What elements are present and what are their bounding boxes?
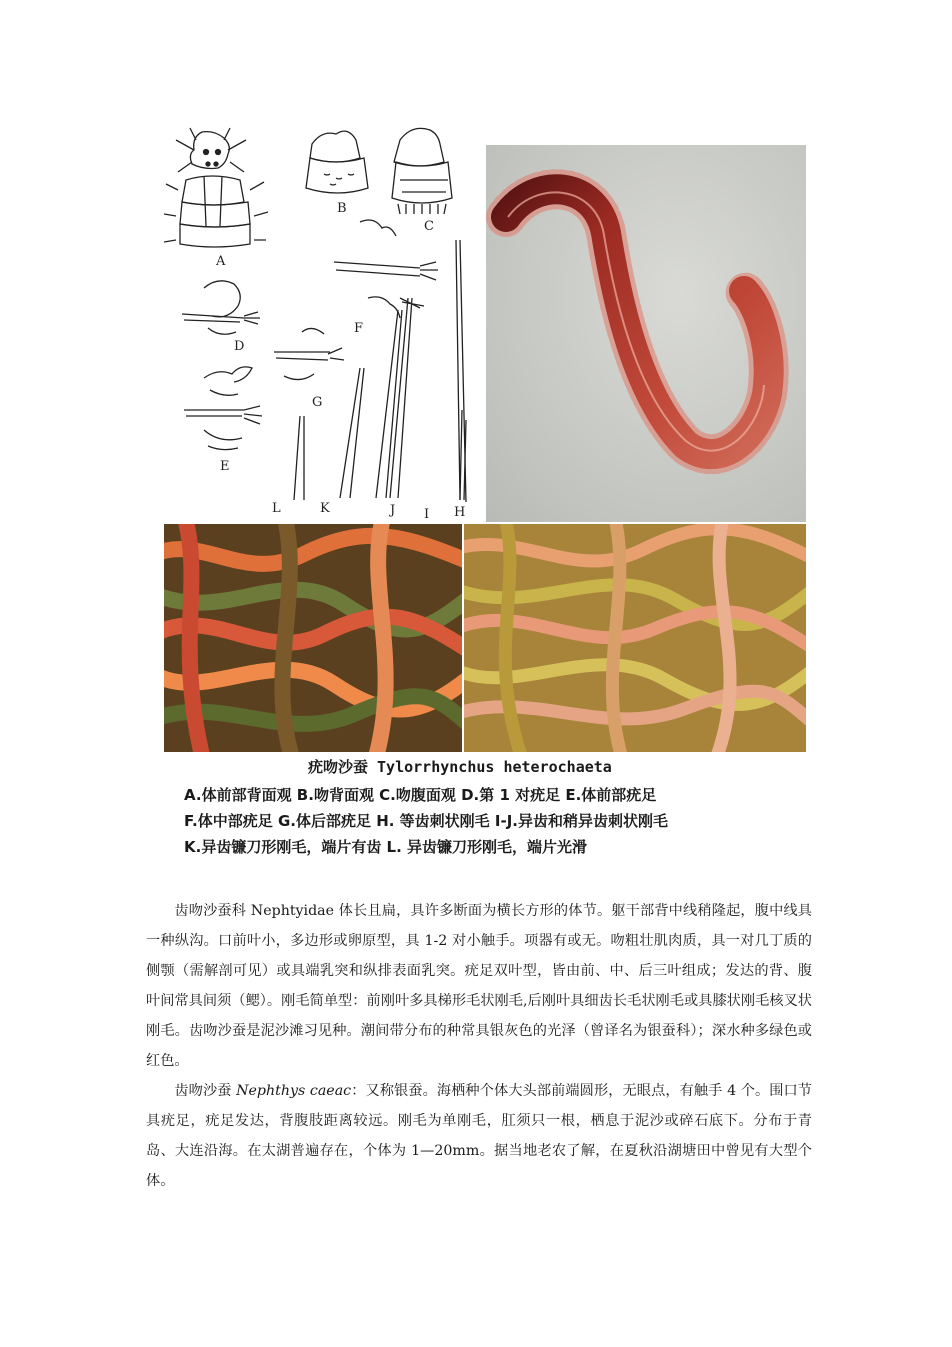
drawing-label-k: K (320, 501, 330, 516)
drawing-label-h: H (454, 505, 466, 520)
worm-photo-single (486, 145, 806, 522)
anatomy-drawing-svg (164, 120, 486, 522)
worm-photo-mass-right (464, 524, 806, 752)
p2-prefix: 齿吻沙蚕 (174, 1083, 237, 1099)
drawing-label-b: B (337, 201, 347, 216)
drawing-label-j: J (390, 503, 396, 518)
caption-line-3: K.异齿镰刀形刚毛，端片有齿 L. 异齿镰刀形刚毛，端片光滑 (184, 838, 588, 856)
anatomy-drawing (164, 120, 486, 522)
worm-photo-mass-left-svg (164, 524, 462, 752)
body-text (146, 896, 812, 1196)
p2-rest: ：又称银蚕。海栖种个体大头部前端圆形，无眼点，有触手 4 个。围口节具疣足，疣足发达，背腹肢距离较远。刚毛为单刚毛，肛须只一根，栖息于泥沙或碎石底下。分布于青岛、大连沿海。在太湖普遍存在，个体为 1—20mm。据当地老农了解，在夏秋沿湖塘田中曾见有大型个体。 (146, 1083, 812, 1189)
worm-photo-mass-right-svg (464, 524, 806, 752)
paragraph-nephtyidae: 齿吻沙蚕科 Nephtyidae 体长且扁，具许多断面为横长方形的体节。躯干部背中线稍隆起，腹中线具一种纵沟。口前叶小，多边形或卵原型，具 1-2 对小触手。项器有或无。吻粗壮肌肉质，具一对几丁质的侧颚（需解剖可见）或具端乳突和纵排表面乳突。疣足双叶型，皆由前、中、后三叶组成；发达的背、腹叶间常具间须（鳃）。刚毛简单型：前刚叶多具梯形毛状刚毛,后刚叶具细齿长毛状刚毛或具膝状刚毛核叉状刚毛。齿吻沙蚕是泥沙滩习见种。潮间带分布的种常具银灰色的光泽（曾译名为银蚕科）；深水种多绿色或红色。 (146, 903, 812, 1069)
drawing-label-l: L (272, 501, 281, 516)
worm-photo-mass-left (164, 524, 462, 752)
drawing-label-a: A (216, 254, 226, 269)
species-name: Nephthys caeac (236, 1083, 352, 1099)
drawing-label-c: C (424, 219, 434, 234)
drawing-label-e: E (220, 459, 230, 474)
caption-line-2: F.体中部疣足 G.体后部疣足 H. 等齿刺状刚毛 I-J.异齿和稍异齿刺状刚毛 (184, 812, 668, 830)
drawing-label-i: I (424, 507, 430, 522)
paragraph-nephthys-caeac (146, 1076, 812, 1196)
drawing-label-f: F (354, 321, 364, 336)
caption-title: 疣吻沙蚕 Tylorrhynchus heterochaeta (308, 758, 612, 776)
drawing-label-g: G (312, 395, 323, 410)
worm-photo-single-svg (486, 145, 806, 522)
drawing-label-d: D (234, 339, 245, 354)
caption-line-1: A.体前部背面观 B.吻背面观 C.吻腹面观 D.第 1 对疣足 E.体前部疣足 (184, 786, 657, 804)
